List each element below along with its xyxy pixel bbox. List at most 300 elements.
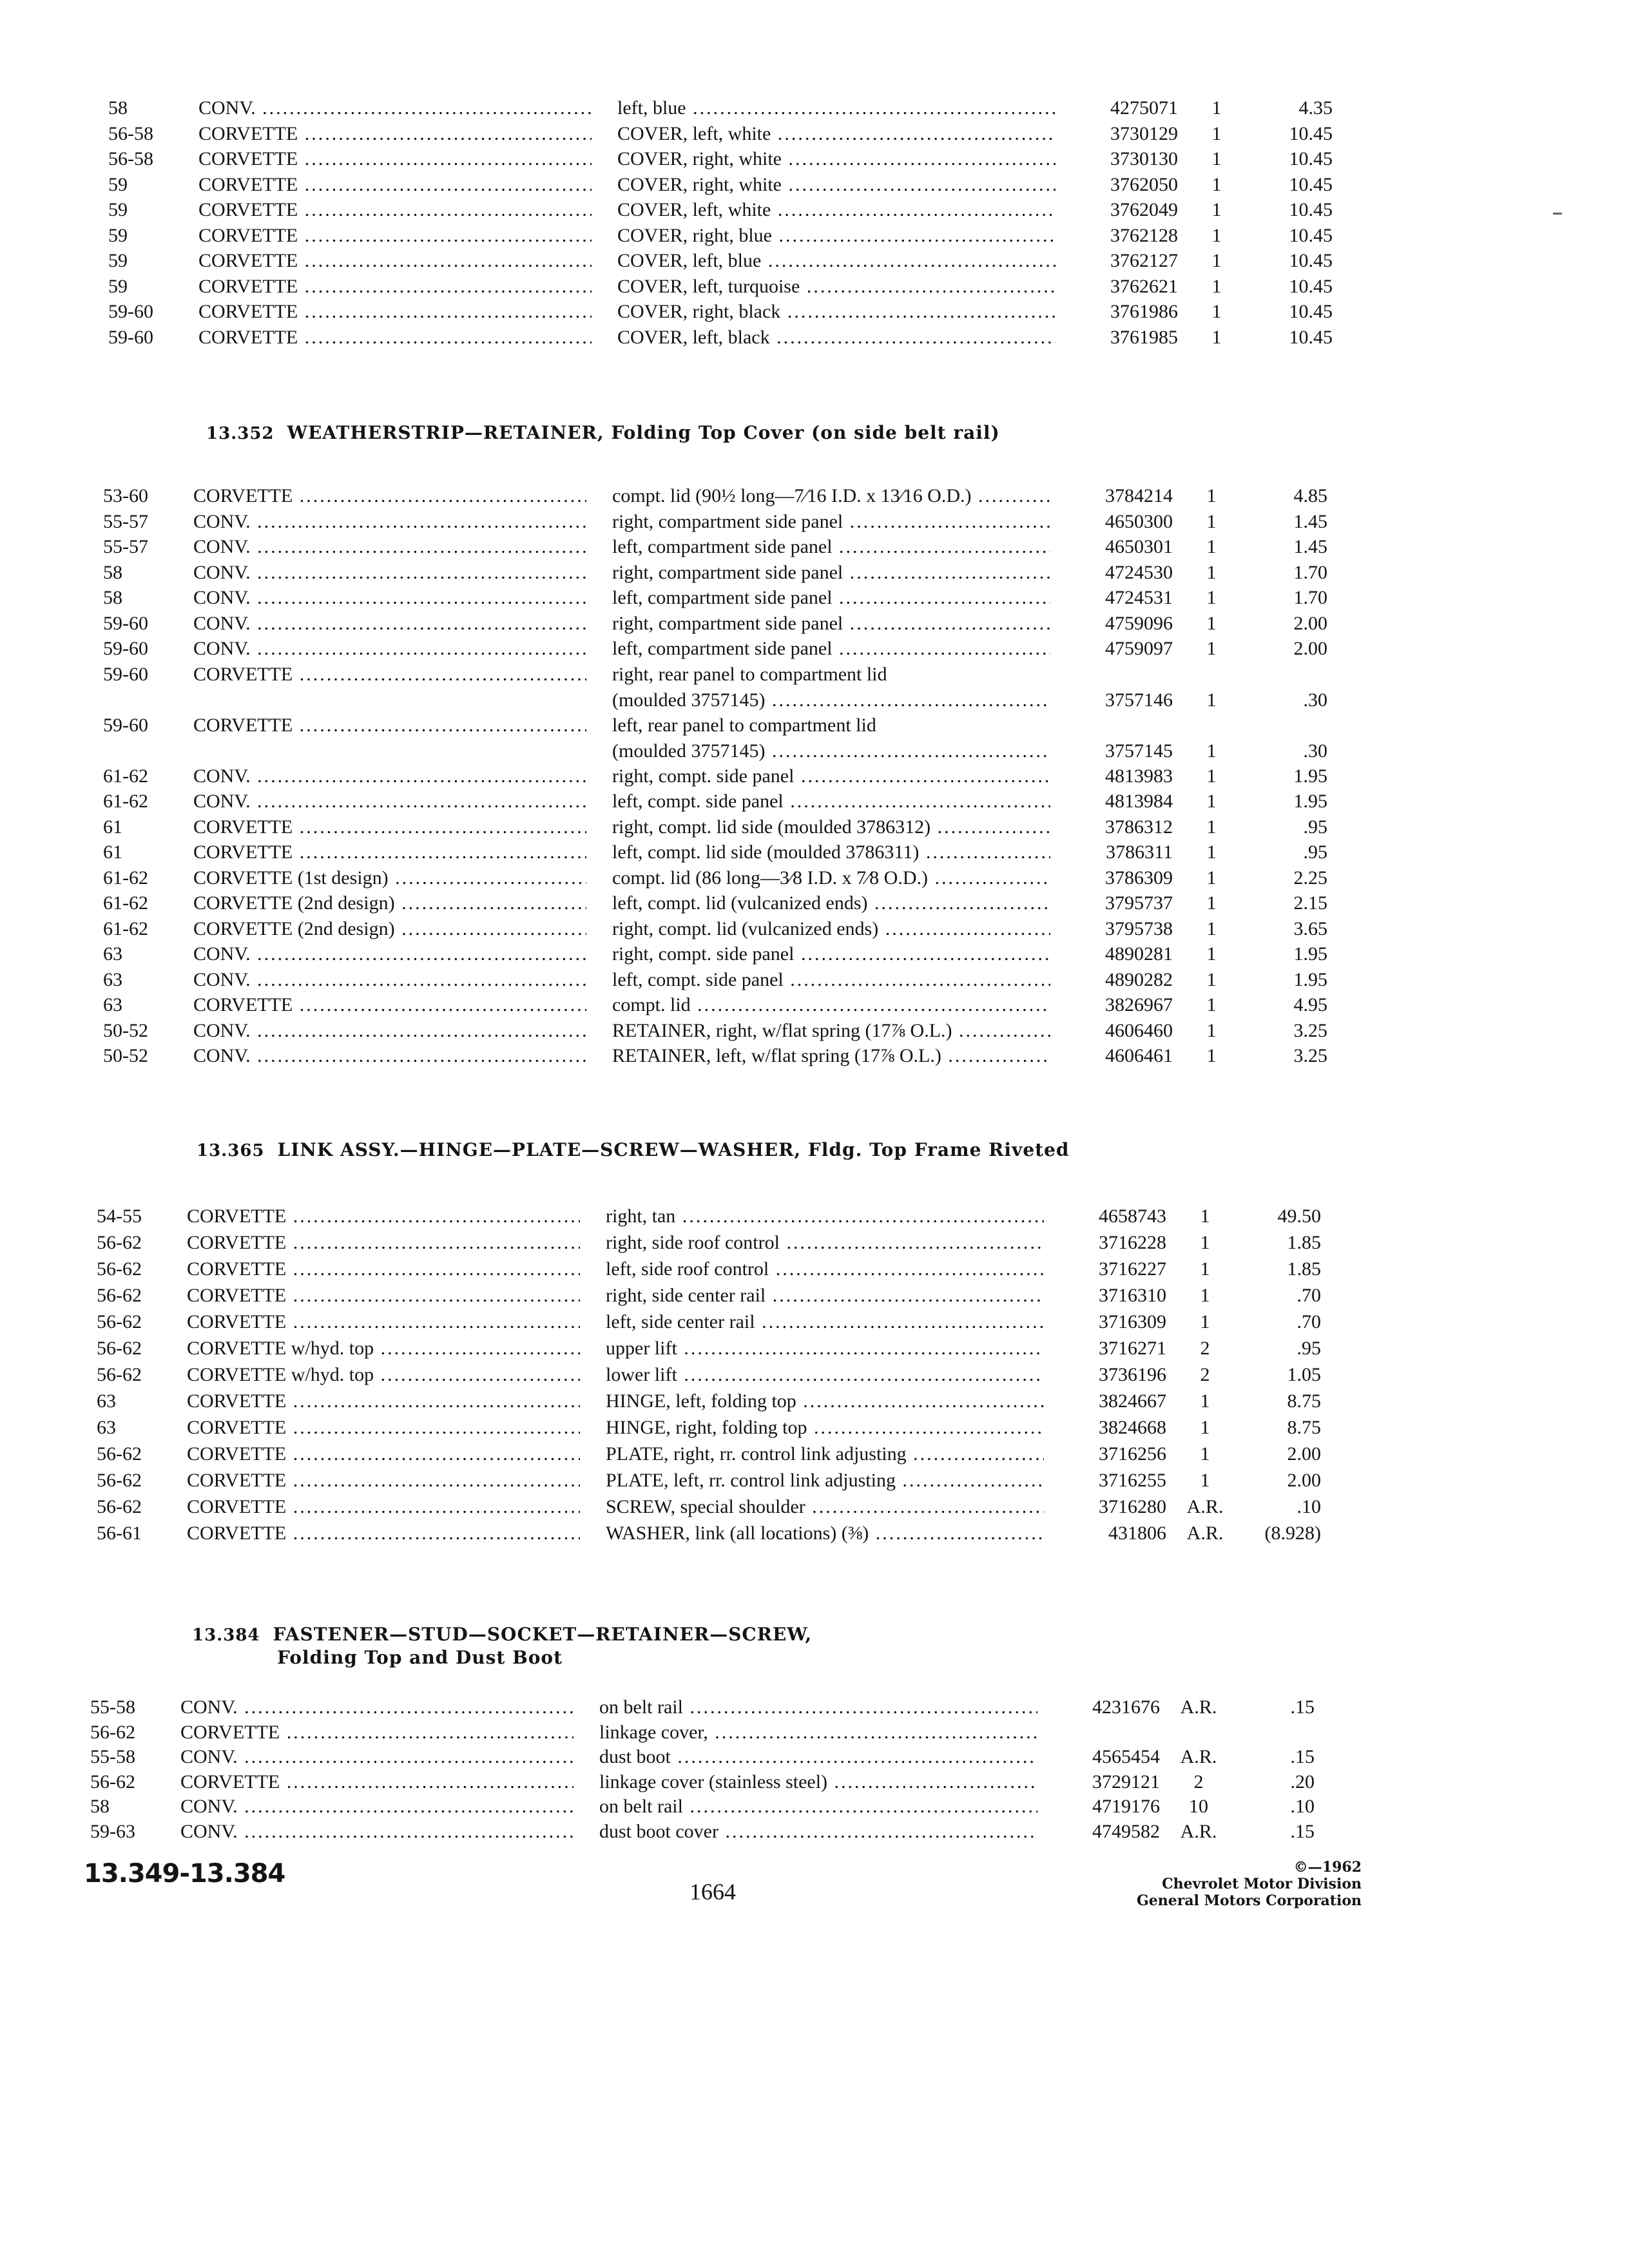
part-number-cell: 3761986 [1110, 301, 1178, 322]
model-cell: CORVETTE ..... [198, 248, 592, 274]
page-range: 13.349-13.384 [84, 1859, 285, 1888]
year-cell: 55-57 [103, 536, 148, 557]
year-cell: 56-62 [90, 1721, 135, 1743]
table-row [0, 1230, 1629, 1256]
price-cell: .15 [1290, 1696, 1315, 1718]
description-cell: on belt rail ..... [599, 1695, 1037, 1720]
model-cell: CORVETTE (1st design) ..... [193, 865, 586, 891]
part-number-cell: 4658743 [1099, 1206, 1166, 1227]
model-cell: CORVETTE ..... [198, 223, 592, 249]
description-cell: right, compartment side panel ..... [612, 560, 1050, 586]
part-number-cell: 4231676 [1092, 1696, 1160, 1718]
price-cell: .15 [1290, 1820, 1315, 1842]
part-number-cell: 3716271 [1099, 1338, 1166, 1359]
price-cell: 1.45 [1293, 536, 1327, 557]
model-cell: CORVETTE ..... [187, 1283, 580, 1309]
model-cell: CORVETTE ..... [193, 814, 586, 840]
price-cell: 2.00 [1287, 1443, 1321, 1465]
description-cell: RETAINER, left, w/flat spring (17⅞ O.L.) ..... [612, 1043, 1050, 1069]
year-cell: 59 [108, 173, 128, 195]
year-cell: 56-58 [108, 148, 153, 169]
part-number-cell: 4813983 [1105, 765, 1173, 787]
part-number-cell: 4724530 [1105, 561, 1173, 583]
description-cell: COVER, left, white ..... [617, 121, 1055, 147]
part-number-cell: 3757145 [1105, 740, 1173, 762]
price-cell: .70 [1296, 1285, 1321, 1306]
price-cell: 3.65 [1293, 918, 1327, 939]
page-number: 1664 [689, 1879, 736, 1905]
price-cell: 10.45 [1289, 148, 1333, 169]
table-row [0, 1468, 1629, 1494]
table-row [0, 1494, 1629, 1520]
price-cell: 2.15 [1293, 892, 1327, 914]
quantity-cell: 1 [1206, 892, 1217, 914]
table-row [6, 865, 1629, 891]
price-cell: .10 [1296, 1496, 1321, 1517]
model-cell: CORVETTE ..... [187, 1230, 580, 1256]
model-cell: CORVETTE ..... [187, 1256, 580, 1282]
model-cell: CONV. ..... [193, 967, 586, 993]
price-cell: .95 [1303, 841, 1327, 863]
quantity-cell: 1 [1200, 1206, 1210, 1227]
quantity-cell: 1 [1200, 1311, 1210, 1332]
year-cell: 59-60 [108, 326, 153, 348]
description-cell: right, compt. side panel ..... [612, 941, 1050, 967]
section-number: 13.352 [206, 424, 275, 443]
table-row [0, 1720, 1623, 1745]
part-number-cell: 3736196 [1099, 1364, 1166, 1385]
model-cell: CORVETTE ..... [187, 1204, 580, 1229]
table-row [6, 789, 1629, 814]
part-number-cell: 3762049 [1110, 199, 1178, 220]
model-cell: CONV. ..... [193, 560, 586, 586]
description-cell: upper lift ..... [606, 1336, 1044, 1361]
description-cell: right, side roof control ..... [606, 1230, 1044, 1256]
table-row [6, 611, 1629, 637]
price-cell: 1.95 [1293, 968, 1327, 990]
description-continuation: (moulded 3757145) ..... [612, 738, 1050, 764]
description-cell: linkage cover, ..... [599, 1720, 1037, 1745]
quantity-cell: A.R. [1180, 1820, 1217, 1842]
copyright: ©—1962 [1293, 1859, 1362, 1876]
year-cell: 55-57 [103, 510, 148, 532]
year-cell: 55-58 [90, 1696, 135, 1718]
table-row [0, 1744, 1623, 1770]
table-row [6, 662, 1629, 713]
quantity-cell: 1 [1200, 1470, 1210, 1491]
year-cell: 59-60 [103, 663, 148, 685]
price-cell: .20 [1290, 1771, 1315, 1792]
year-cell: 63 [103, 968, 122, 990]
part-number-cell: 3824667 [1099, 1390, 1166, 1412]
table-row [12, 197, 1629, 223]
description-cell: left, compt. side panel ..... [612, 967, 1050, 993]
description-cell: WASHER, link (all locations) (⅜) ..... [606, 1521, 1044, 1546]
model-cell: CORVETTE (2nd design) ..... [193, 890, 586, 916]
quantity-cell: 1 [1200, 1232, 1210, 1253]
description-cell: right, compt. lid side (moulded 3786312) ..... [612, 814, 1050, 840]
table-row [6, 636, 1629, 662]
section-title: WEATHERSTRIP—RETAINER, Folding Top Cover (on side belt rail) [287, 422, 1000, 443]
quantity-cell: 1 [1200, 1258, 1210, 1280]
quantity-cell: 1 [1206, 740, 1217, 762]
model-cell: CORVETTE ..... [198, 121, 592, 147]
part-number-cell: 3795738 [1105, 918, 1173, 939]
description-cell: linkage cover (stainless steel) ..... [599, 1769, 1037, 1795]
price-cell: 8.75 [1287, 1417, 1321, 1438]
price-cell: 2.00 [1293, 612, 1327, 634]
model-cell: CORVETTE ..... [187, 1309, 580, 1335]
price-cell: 49.50 [1277, 1206, 1321, 1227]
table-row [6, 534, 1629, 560]
year-cell: 56-62 [97, 1311, 142, 1332]
year-cell: 50-52 [103, 1019, 148, 1041]
description-cell: compt. lid (86 long—3⁄8 I.D. x 7⁄8 O.D.) ..... [612, 865, 1050, 891]
price-cell: 10.45 [1289, 326, 1333, 348]
price-cell: .10 [1290, 1796, 1315, 1817]
table-row [6, 992, 1629, 1018]
year-cell: 61-62 [103, 765, 148, 787]
table-row [6, 764, 1629, 789]
year-cell: 56-62 [97, 1285, 142, 1306]
model-cell: CORVETTE ..... [198, 325, 592, 351]
table-row [12, 248, 1629, 274]
part-number-cell: 4890281 [1105, 943, 1173, 965]
quantity-cell: 1 [1211, 148, 1222, 169]
section-384-heading [192, 1624, 812, 1645]
quantity-cell: 2 [1200, 1364, 1210, 1385]
year-cell: 59-60 [103, 714, 148, 736]
description-cell: RETAINER, right, w/flat spring (17⅞ O.L.) ..... [612, 1018, 1050, 1044]
price-cell: 10.45 [1289, 301, 1333, 322]
model-cell: CORVETTE ..... [187, 1468, 580, 1494]
model-cell: CORVETTE ..... [198, 172, 592, 198]
table-row [0, 1441, 1629, 1467]
year-cell: 56-62 [90, 1771, 135, 1792]
description-cell: left, compartment side panel ..... [612, 534, 1050, 560]
quantity-cell: 1 [1211, 326, 1222, 348]
description-cell: right, compartment side panel ..... [612, 611, 1050, 637]
year-cell: 56-58 [108, 122, 153, 144]
part-number-cell: 4606460 [1105, 1019, 1173, 1041]
part-number-cell: 3762128 [1110, 224, 1178, 246]
table-row [6, 840, 1629, 865]
price-cell: .70 [1296, 1311, 1321, 1332]
table-row [12, 299, 1629, 325]
model-cell: CONV. ..... [180, 1695, 574, 1720]
quantity-cell: 1 [1206, 994, 1217, 1015]
quantity-cell: 1 [1206, 816, 1217, 838]
quantity-cell: 1 [1206, 1045, 1217, 1066]
model-cell: CORVETTE ..... [198, 274, 592, 300]
table-row [6, 941, 1629, 967]
price-cell: 1.70 [1293, 561, 1327, 583]
table-row [12, 121, 1629, 147]
description-cell: HINGE, right, folding top ..... [606, 1415, 1044, 1441]
year-cell: 63 [103, 943, 122, 965]
table-row [6, 585, 1629, 611]
year-cell: 59 [108, 224, 128, 246]
model-cell: CORVETTE ..... [193, 662, 586, 687]
publisher-block [1137, 1859, 1362, 1909]
year-cell: 56-62 [97, 1443, 142, 1465]
quantity-cell: 1 [1206, 485, 1217, 506]
price-cell: 8.75 [1287, 1390, 1321, 1412]
table-row [12, 274, 1629, 300]
part-number-cell: 3786309 [1105, 867, 1173, 889]
model-cell: CORVETTE ..... [198, 197, 592, 223]
quantity-cell: 1 [1200, 1443, 1210, 1465]
table-row [0, 1336, 1629, 1361]
part-number-cell: 4724531 [1105, 587, 1173, 608]
table-row [12, 95, 1629, 121]
quantity-cell: 1 [1206, 536, 1217, 557]
description-cell: PLATE, right, rr. control link adjusting ..... [606, 1441, 1044, 1467]
table-row [12, 172, 1629, 198]
year-cell: 59-63 [90, 1820, 135, 1842]
description-cell: left, side roof control ..... [606, 1256, 1044, 1282]
model-cell: CONV. ..... [193, 585, 586, 611]
table-row [0, 1389, 1629, 1414]
model-cell: CONV. ..... [193, 636, 586, 662]
quantity-cell: A.R. [1186, 1496, 1224, 1517]
part-number-cell: 3786311 [1106, 841, 1173, 863]
price-cell: .30 [1303, 689, 1327, 711]
price-cell: 10.45 [1289, 275, 1333, 297]
model-cell: CORVETTE ..... [187, 1441, 580, 1467]
year-cell: 59-60 [103, 638, 148, 659]
table-row [6, 509, 1629, 535]
description-cell: COVER, left, white ..... [617, 197, 1055, 223]
price-cell: .30 [1303, 740, 1327, 762]
part-number-cell: 4890282 [1105, 968, 1173, 990]
model-cell: CORVETTE w/hyd. top ..... [187, 1336, 580, 1361]
model-cell: CORVETTE ..... [198, 146, 592, 172]
table-row [0, 1283, 1629, 1309]
quantity-cell: 1 [1211, 122, 1222, 144]
quantity-cell: 1 [1206, 561, 1217, 583]
part-number-cell: 3795737 [1105, 892, 1173, 914]
model-cell: CONV. ..... [193, 611, 586, 637]
part-number-cell: 4749582 [1092, 1820, 1160, 1842]
price-cell: 10.45 [1289, 122, 1333, 144]
part-number-cell: 4650301 [1105, 536, 1173, 557]
year-cell: 59 [108, 199, 128, 220]
year-cell: 56-62 [97, 1258, 142, 1280]
price-cell: 1.95 [1293, 791, 1327, 812]
part-number-cell: 3762050 [1110, 173, 1178, 195]
quantity-cell: A.R. [1180, 1696, 1217, 1718]
quantity-cell: 1 [1211, 301, 1222, 322]
model-cell: CONV. ..... [193, 1043, 586, 1069]
description-cell: COVER, left, black ..... [617, 325, 1055, 351]
section-subtitle: Folding Top and Dust Boot [277, 1647, 563, 1668]
year-cell: 55-58 [90, 1746, 135, 1767]
price-cell: 10.45 [1289, 173, 1333, 195]
year-cell: 61 [103, 816, 122, 838]
model-cell: CORVETTE ..... [193, 992, 586, 1018]
price-cell: 2.00 [1293, 638, 1327, 659]
quantity-cell: 10 [1189, 1796, 1208, 1817]
model-cell: CORVETTE ..... [180, 1720, 574, 1745]
description-cell: compt. lid (90½ long—7⁄16 I.D. x 13⁄16 O.D.) ..... [612, 483, 1050, 509]
year-cell: 56-62 [97, 1470, 142, 1491]
year-cell: 56-62 [97, 1496, 142, 1517]
table-row [0, 1794, 1623, 1820]
model-cell: CONV. ..... [180, 1744, 574, 1770]
table-row [0, 1521, 1629, 1546]
price-cell: 10.45 [1289, 224, 1333, 246]
part-number-cell: 4813984 [1105, 791, 1173, 812]
description-cell: left, compartment side panel ..... [612, 585, 1050, 611]
description-cell: COVER, right, blue ..... [617, 223, 1055, 249]
part-number-cell: 3716256 [1099, 1443, 1166, 1465]
price-cell: 1.85 [1287, 1232, 1321, 1253]
price-cell: 1.05 [1287, 1364, 1321, 1385]
price-cell: 4.35 [1298, 97, 1333, 119]
part-number-cell: 3716309 [1099, 1311, 1166, 1332]
price-cell: 10.45 [1289, 250, 1333, 271]
year-cell: 50-52 [103, 1045, 148, 1066]
quantity-cell: 1 [1206, 943, 1217, 965]
description-cell: right, rear panel to compartment lid [612, 663, 887, 685]
model-cell: CORVETTE ..... [187, 1415, 580, 1441]
year-cell: 58 [90, 1796, 110, 1817]
section-352-heading [206, 422, 1000, 443]
year-cell: 56-62 [97, 1232, 142, 1253]
quantity-cell: 1 [1211, 275, 1222, 297]
description-cell: left, compt. lid (vulcanized ends) ..... [612, 890, 1050, 916]
model-cell: CONV. ..... [193, 764, 586, 789]
table-row [0, 1769, 1623, 1795]
model-cell: CONV. ..... [198, 95, 592, 121]
year-cell: 61-62 [103, 791, 148, 812]
part-number-cell: 3761985 [1110, 326, 1178, 348]
quantity-cell: A.R. [1180, 1746, 1217, 1767]
description-cell: left, compt. lid side (moulded 3786311) ..... [612, 840, 1050, 865]
table-row [0, 1415, 1629, 1441]
part-number-cell: 4606461 [1105, 1045, 1173, 1066]
part-number-cell: 4759096 [1105, 612, 1173, 634]
table-row [6, 483, 1629, 509]
model-cell: CONV. ..... [193, 534, 586, 560]
table-row [0, 1309, 1629, 1335]
year-cell: 61-62 [103, 867, 148, 889]
description-cell: right, tan ..... [606, 1204, 1044, 1229]
part-number-cell: 3716310 [1099, 1285, 1166, 1306]
year-cell: 58 [103, 587, 122, 608]
year-cell: 56-61 [97, 1523, 142, 1544]
description-cell: left, rear panel to compartment lid [612, 714, 876, 736]
year-cell: 63 [97, 1390, 116, 1412]
quantity-cell: 1 [1206, 968, 1217, 990]
description-cell: left, compt. side panel ..... [612, 789, 1050, 814]
model-cell: CORVETTE (2nd design) ..... [193, 916, 586, 942]
description-cell: SCREW, special shoulder ..... [606, 1494, 1044, 1520]
quantity-cell: 1 [1211, 250, 1222, 271]
model-cell: CORVETTE ..... [180, 1769, 574, 1795]
description-cell: COVER, right, black ..... [617, 299, 1055, 325]
part-number-cell: 4719176 [1092, 1796, 1160, 1817]
part-number-cell: 431806 [1108, 1523, 1166, 1544]
section-title: FASTENER—STUD—SOCKET—RETAINER—SCREW, [273, 1624, 813, 1645]
quantity-cell: 1 [1206, 867, 1217, 889]
model-cell: CORVETTE ..... [187, 1389, 580, 1414]
table-row [12, 223, 1629, 249]
part-number-cell: 3716280 [1099, 1496, 1166, 1517]
price-cell: 1.70 [1293, 587, 1327, 608]
description-cell: left, compartment side panel ..... [612, 636, 1050, 662]
year-cell: 61-62 [103, 892, 148, 914]
year-cell: 63 [97, 1417, 116, 1438]
part-number-cell: 3729121 [1092, 1771, 1160, 1792]
description-cell: PLATE, left, rr. control link adjusting ..... [606, 1468, 1044, 1494]
model-cell: CORVETTE ..... [187, 1521, 580, 1546]
year-cell: 63 [103, 994, 122, 1015]
description-cell: COVER, right, white ..... [617, 172, 1055, 198]
part-number-cell: 3786312 [1105, 816, 1173, 838]
part-number-cell: 3757146 [1105, 689, 1173, 711]
quantity-cell: 1 [1206, 689, 1217, 711]
year-cell: 59-60 [103, 612, 148, 634]
description-continuation: (moulded 3757145) ..... [612, 687, 1050, 713]
year-cell: 61 [103, 841, 122, 863]
quantity-cell: 1 [1206, 765, 1217, 787]
description-cell: right, compt. side panel ..... [612, 764, 1050, 789]
price-cell: 2.25 [1293, 867, 1327, 889]
table-row [6, 890, 1629, 916]
description-cell: on belt rail ..... [599, 1794, 1037, 1820]
part-number-cell: 4759097 [1105, 638, 1173, 659]
table-row [0, 1362, 1629, 1388]
model-cell: CORVETTE ..... [198, 299, 592, 325]
table-row [12, 325, 1629, 351]
part-number-cell: 3826967 [1105, 994, 1173, 1015]
description-cell: COVER, left, blue ..... [617, 248, 1055, 274]
table-row [6, 560, 1629, 586]
part-number-cell: 4275071 [1110, 97, 1178, 119]
price-cell: 1.85 [1287, 1258, 1321, 1280]
quantity-cell: 2 [1200, 1338, 1210, 1359]
description-cell: HINGE, left, folding top ..... [606, 1389, 1044, 1414]
price-cell: 1.95 [1293, 765, 1327, 787]
price-cell: 4.85 [1293, 485, 1327, 506]
table-row [0, 1256, 1629, 1282]
price-cell: .95 [1303, 816, 1327, 838]
section-365-heading [197, 1139, 1069, 1160]
table-row [6, 1018, 1629, 1044]
description-cell: compt. lid ..... [612, 992, 1050, 1018]
quantity-cell: 1 [1200, 1417, 1210, 1438]
model-cell: CORVETTE ..... [193, 840, 586, 865]
price-cell: (8.928) [1264, 1523, 1321, 1544]
year-cell: 59 [108, 275, 128, 297]
model-cell: CONV. ..... [193, 789, 586, 814]
price-cell: 4.95 [1293, 994, 1327, 1015]
description-cell: right, side center rail ..... [606, 1283, 1044, 1309]
year-cell: 56-62 [97, 1364, 142, 1385]
quantity-cell: 1 [1200, 1285, 1210, 1306]
price-cell: .15 [1290, 1746, 1315, 1767]
quantity-cell: 1 [1211, 173, 1222, 195]
year-cell: 59-60 [108, 301, 153, 322]
year-cell: 58 [103, 561, 122, 583]
quantity-cell: 1 [1206, 791, 1217, 812]
year-cell: 56-62 [97, 1338, 142, 1359]
price-cell: 1.45 [1293, 510, 1327, 532]
table-row [0, 1819, 1623, 1845]
table-row [0, 1204, 1629, 1229]
